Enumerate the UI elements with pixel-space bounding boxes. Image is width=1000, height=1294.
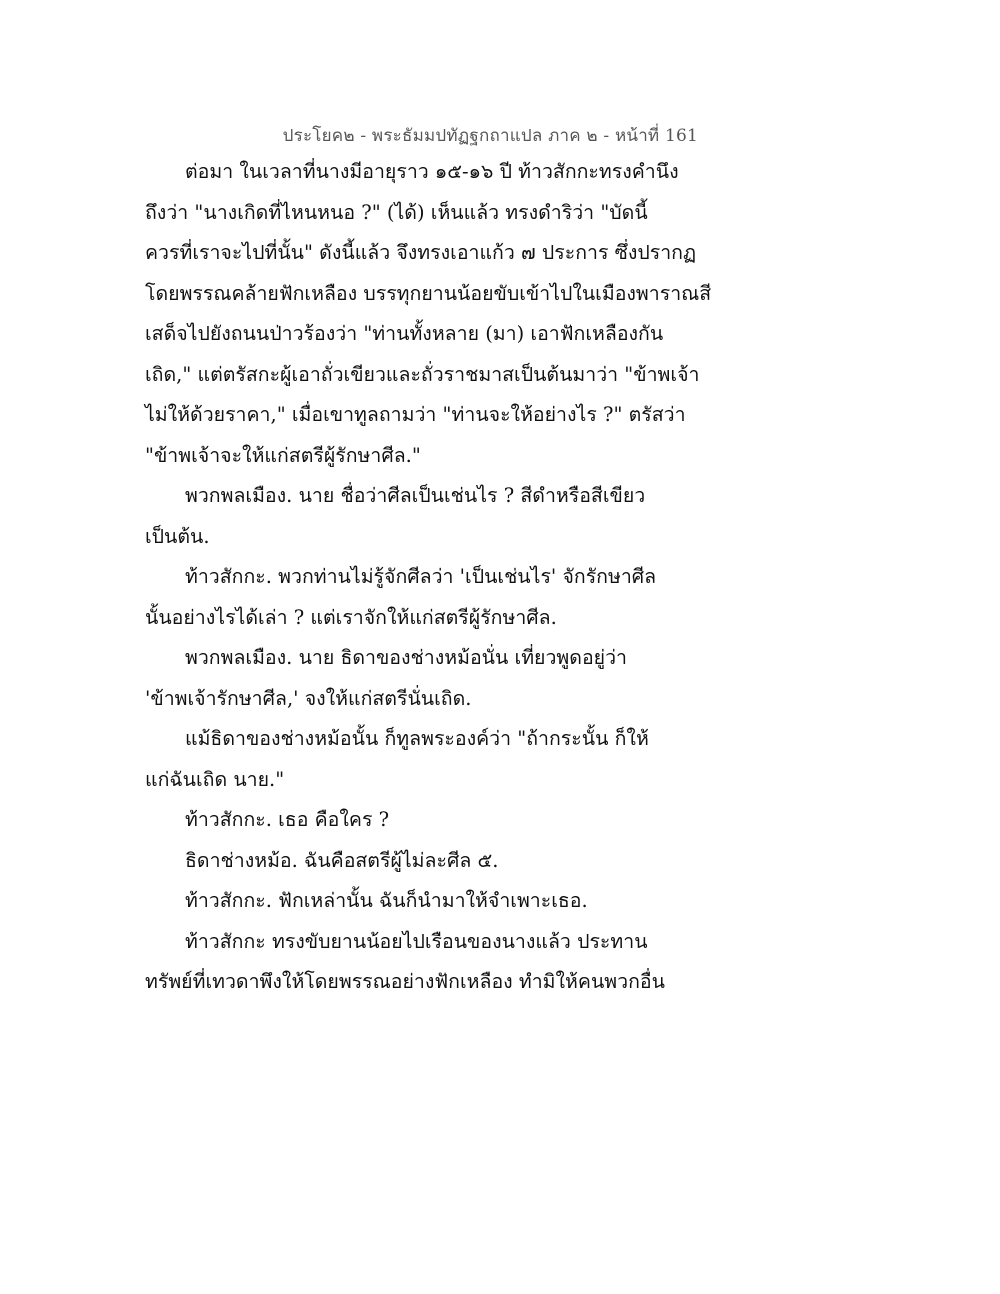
text-line: ถึงว่า "นางเกิดที่ไหนหนอ ?" (ได้) เห็นแล้ว ทรงดำริว่า "บัดนี้ [145,200,648,224]
text-line: 'ข้าพเจ้ารักษาศีล,' จงให้แก่สตรีนั่นเถิด. [145,686,472,710]
text-line: ไม่ให้ด้วยราคา," เมื่อเขาทูลถามว่า "ท่านจะให้อย่างไร ?" ตรัสว่า [145,403,686,426]
text-line: ท้าวสักกะ. เธอ คือใคร ? [185,808,390,831]
running-header: ประโยค๒ - พระธัมมปทัฏฐกถาแปล ภาค ๒ - หน้าที่ 161 [282,126,698,146]
text-line: พวกพลเมือง. นาย ชื่อว่าศีลเป็นเช่นไร ? สีดำหรือสีเขียว [185,484,646,507]
text-line: แม้ธิดาของช่างหม้อนั้น ก็ทูลพระองค์ว่า "ถ้ากระนั้น ก็ให้ [185,727,649,750]
text-line: แก่ฉันเถิด นาย." [145,767,285,791]
text-line: เถิด," แต่ตรัสกะผู้เอาถั่วเขียวและถั่วราชมาสเป็นต้นมาว่า "ข้าพเจ้า [145,362,700,386]
text-line: ต่อมา ในเวลาที่นางมีอายุราว ๑๕-๑๖ ปี ท้าวสักกะทรงคำนึง [185,160,679,183]
text-line: นั้นอย่างไรได้เล่า ? แต่เราจักให้แก่สตรีผู้รักษาศีล. [145,605,557,629]
text-line: เสด็จไปยังถนนป่าวร้องว่า "ท่านทั้งหลาย (มา) เอาฟักเหลืองกัน [145,322,664,345]
text-line: เป็นต้น. [145,524,210,548]
text-line: พวกพลเมือง. นาย ธิดาของช่างหม้อนั่น เที่ยวพูดอยู่ว่า [185,646,627,669]
text-line: โดยพรรณคล้ายฟักเหลือง บรรทุกยานน้อยขับเข้าไปในเมืองพาราณสี [145,281,712,305]
text-line: ท้าวสักกะ ทรงขับยานน้อยไปเรือนของนางแล้ว ประทาน [185,929,648,953]
text-line: ทรัพย์ที่เทวดาพึงให้โดยพรรณอย่างฟักเหลือง ทำมิให้คนพวกอื่น [145,970,665,993]
text-line: ควรที่เราจะไปที่นั้น" ดังนี้แล้ว จึงทรงเอาแก้ว ๗ ประการ ซึ่งปรากฏ [145,241,697,264]
text-line: ท้าวสักกะ. ฟักเหล่านั้น ฉันก็นำมาให้จำเพาะเธอ. [185,889,588,912]
text-line: ธิดาช่างหม้อ. ฉันคือสตรีผู้ไม่ละศีล ๕. [185,848,499,872]
text-line: "ข้าพเจ้าจะให้แก่สตรีผู้รักษาศีล." [145,443,421,467]
text-line: ท้าวสักกะ. พวกท่านไม่รู้จักศีลว่า 'เป็นเช่นไร' จักรักษาศีล [185,565,657,588]
body-text [145,152,712,1003]
